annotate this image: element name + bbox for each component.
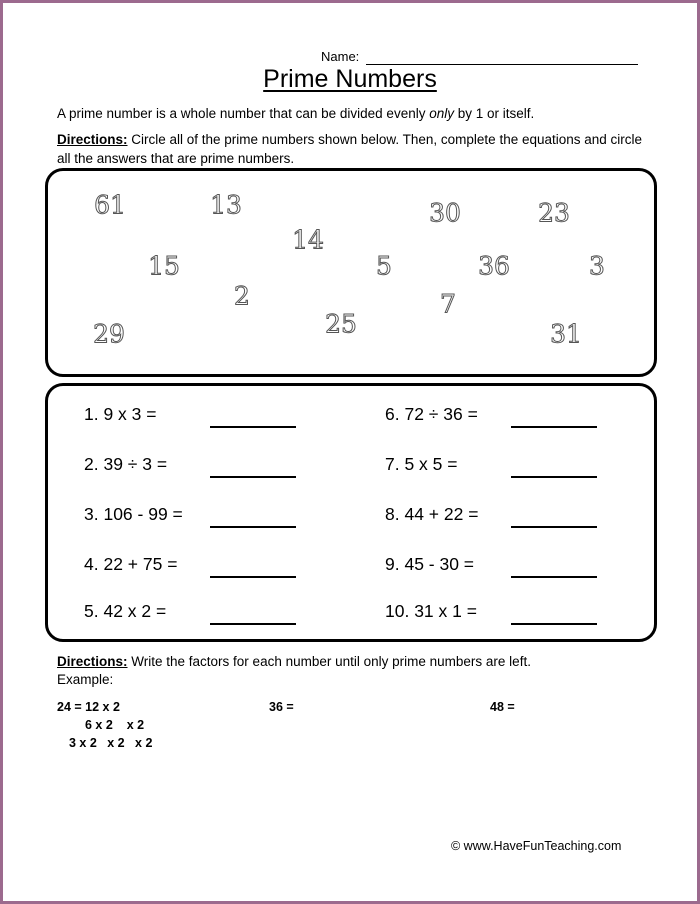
answer-blank-8[interactable] (511, 526, 597, 528)
number-25[interactable]: 25 (325, 309, 357, 339)
factor-prompt-48: 48 = (490, 700, 515, 714)
equation-4: 4. 22 + 75 = (84, 554, 178, 574)
answer-blank-3[interactable] (210, 526, 296, 528)
number-31[interactable]: 31 (550, 319, 582, 349)
name-label: Name: (321, 49, 360, 64)
number-61[interactable]: 61 (94, 190, 126, 220)
equation-9: 9. 45 - 30 = (385, 554, 475, 574)
answer-blank-5[interactable] (210, 623, 296, 625)
number-30[interactable]: 30 (429, 198, 461, 228)
number-2[interactable]: 2 (234, 281, 250, 311)
number-29[interactable]: 29 (93, 319, 125, 349)
answer-blank-10[interactable] (511, 623, 597, 625)
directions-factor-tree: Directions: Write the factors for each number until only prime numbers are left. (57, 654, 531, 669)
example-line-1: 24 = 12 x 2 (57, 700, 120, 714)
example-label: Example: (57, 672, 114, 687)
answer-blank-7[interactable] (511, 476, 597, 478)
answer-blank-1[interactable] (210, 426, 296, 428)
number-36[interactable]: 36 (478, 251, 510, 281)
example-line-3: 3 x 2 x 2 x 2 (69, 736, 153, 750)
number-7[interactable]: 7 (440, 289, 456, 319)
copyright-footer: © www.HaveFunTeaching.com (451, 839, 622, 853)
intro-text: A prime number is a whole number that can be divided evenly only by 1 or itself. (57, 106, 535, 121)
equation-3: 3. 106 - 99 = (84, 504, 183, 524)
number-5[interactable]: 5 (376, 251, 392, 281)
answer-blank-4[interactable] (210, 576, 296, 578)
answer-blank-2[interactable] (210, 476, 296, 478)
number-13[interactable]: 13 (210, 190, 242, 220)
number-23[interactable]: 23 (538, 198, 570, 228)
equation-8: 8. 44 + 22 = (385, 504, 479, 524)
number-15[interactable]: 15 (148, 251, 180, 281)
equation-5: 5. 42 x 2 = (84, 601, 167, 621)
directions-circle-primes: Directions: Circle all of the prime numbers shown below. Then, complete the equations and circle all the answers that are prime numbers. (57, 132, 643, 166)
equation-10: 10. 31 x 1 = (385, 601, 477, 621)
example-line-2: 6 x 2 x 2 (85, 718, 145, 732)
number-3[interactable]: 3 (589, 251, 605, 281)
equation-1: 1. 9 x 3 = (84, 404, 157, 424)
prime-number-box (45, 168, 657, 377)
equation-7: 7. 5 x 5 = (385, 454, 458, 474)
equation-6: 6. 72 ÷ 36 = (385, 404, 478, 424)
equations-box (45, 383, 657, 642)
answer-blank-6[interactable] (511, 426, 597, 428)
answer-blank-9[interactable] (511, 576, 597, 578)
equation-2: 2. 39 ÷ 3 = (84, 454, 168, 474)
factor-prompt-36: 36 = (269, 700, 294, 714)
page-title: Prime Numbers (263, 65, 437, 93)
number-14[interactable]: 14 (292, 225, 324, 255)
